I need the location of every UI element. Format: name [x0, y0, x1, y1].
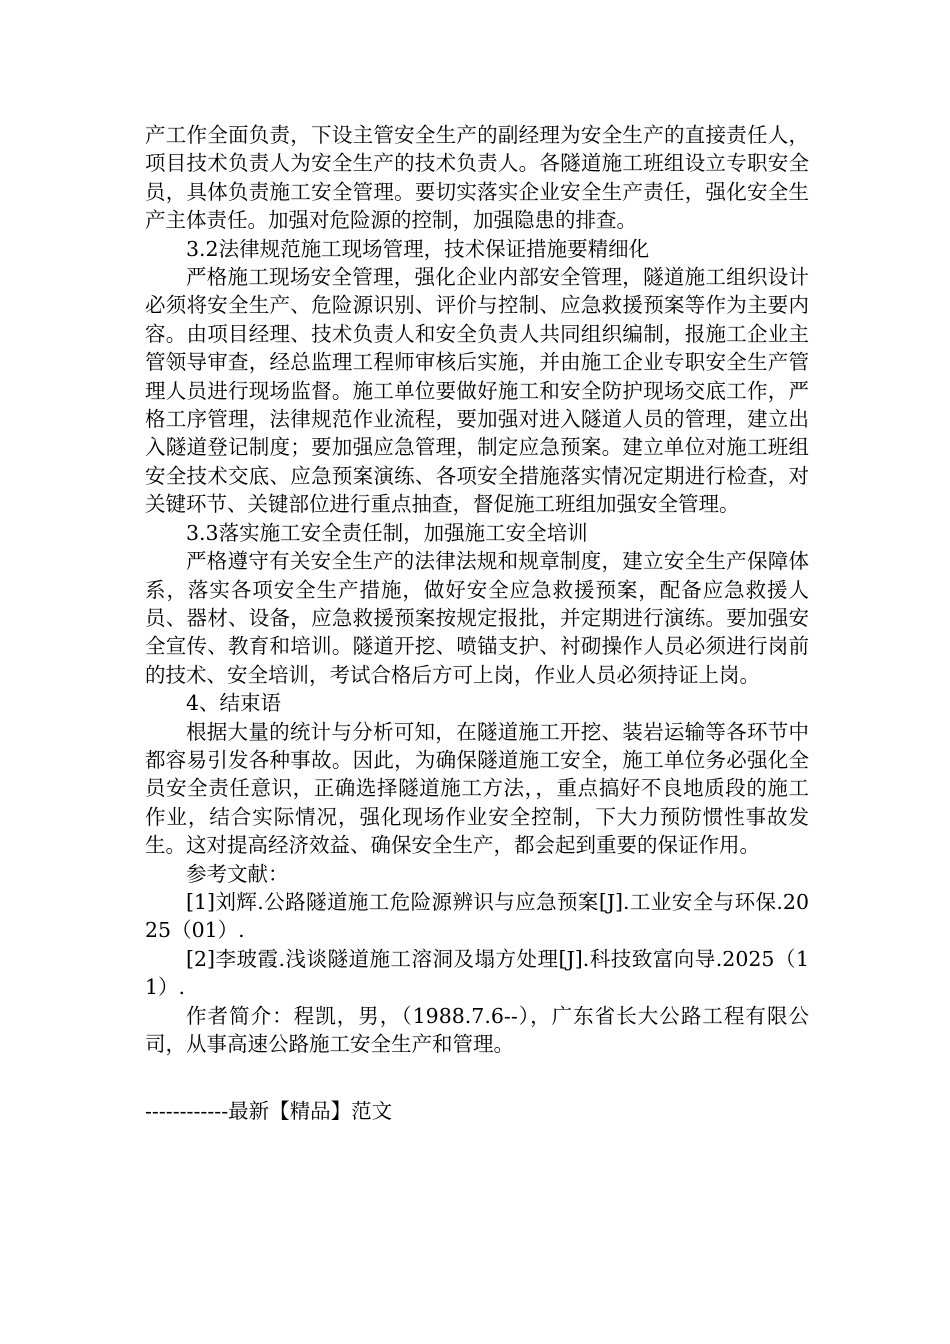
page-footer: ------------最新【精品】范文 — [145, 1099, 393, 1123]
paragraph-site-management: 严格施工现场安全管理，强化企业内部安全管理，隧道施工组织设计必须将安全生产、危险源识别、评价与控制、应急救援预案等作为主要内容。由项目经理、技术负责人和安全负责人共同组织编制，报施工企业主管领导审查，经总监理工程师审核后实施，并由施工企业专职安全生产管理人员进行现场监督。施工单位要做好施工和安全防护现场交底工作，严格工序管理，法律规范作业流程，要加强对进入隧道人员的管理，建立出入隧道登记制度；要加强应急管理，制定应急预案。建立单位对施工班组安全技术交底、应急预案演练、各项安全措施落实情况定期进行检查，对关键环节、关键部位进行重点抽查，督促施工班组加强安全管理。 — [145, 265, 809, 517]
references-heading: 参考文献： — [186, 861, 289, 886]
paragraph-responsibility-continued: 产工作全面负责，下设主管安全生产的副经理为安全生产的直接责任人，项目技术负责人为安全生产的技术负责人。各隧道施工班组设立专职安全员，具体负责施工安全管理。要切实落实企业安全生产责任，强化安全生产主体责任。加强对危险源的控制，加强隐患的排查。 — [145, 123, 809, 233]
paragraph-conclusion: 根据大量的统计与分析可知，在隧道施工开挖、装岩运输等各环节中都容易引发各种事故。因此，为确保隧道施工安全，施工单位务必强化全员安全责任意识，正确选择隧道施工方法，，重点搞好不良地质段的施工作业，结合实际情况，强化现场作业安全控制，下大力预防惯性事故发生。这对提高经济效益、确保安全生产，都会起到重要的保证作用。 — [145, 719, 809, 858]
reference-item-2: [2]李玻霞.浅谈隧道施工溶洞及塌方处理[J].科技致富向导.2025（11）. — [145, 946, 809, 1000]
reference-item-1: [1]刘辉.公路隧道施工危险源辨识与应急预案[J].工业安全与环保.2025（01）. — [145, 889, 809, 943]
section-heading-conclusion: 4、结束语 — [186, 691, 282, 716]
author-bio: 作者简介：程凯，男，（1988.7.6--），广东省长大公路工程有限公司，从事高速公路施工安全生产和管理。 — [145, 1003, 809, 1056]
paragraph-safety-training: 严格遵守有关安全生产的法律法规和规章制度，建立安全生产保障体系，落实各项安全生产措施，做好安全应急救援预案，配备应急救援人员、器材、设备，应急救援预案按规定报批，并定期进行演练。要加强安全宣传、教育和培训。隧道开挖、喷锚支护、衬砌操作人员必须进行岗前的技术、安全培训，考试合格后方可上岗，作业人员必须持证上岗。 — [145, 549, 809, 687]
section-heading-3-3: 3.3落实施工安全责任制，加强施工安全培训 — [186, 520, 588, 545]
document-body — [145, 121, 809, 1058]
section-heading-3-2: 3.2法律规范施工现场管理，技术保证措施要精细化 — [186, 236, 650, 261]
